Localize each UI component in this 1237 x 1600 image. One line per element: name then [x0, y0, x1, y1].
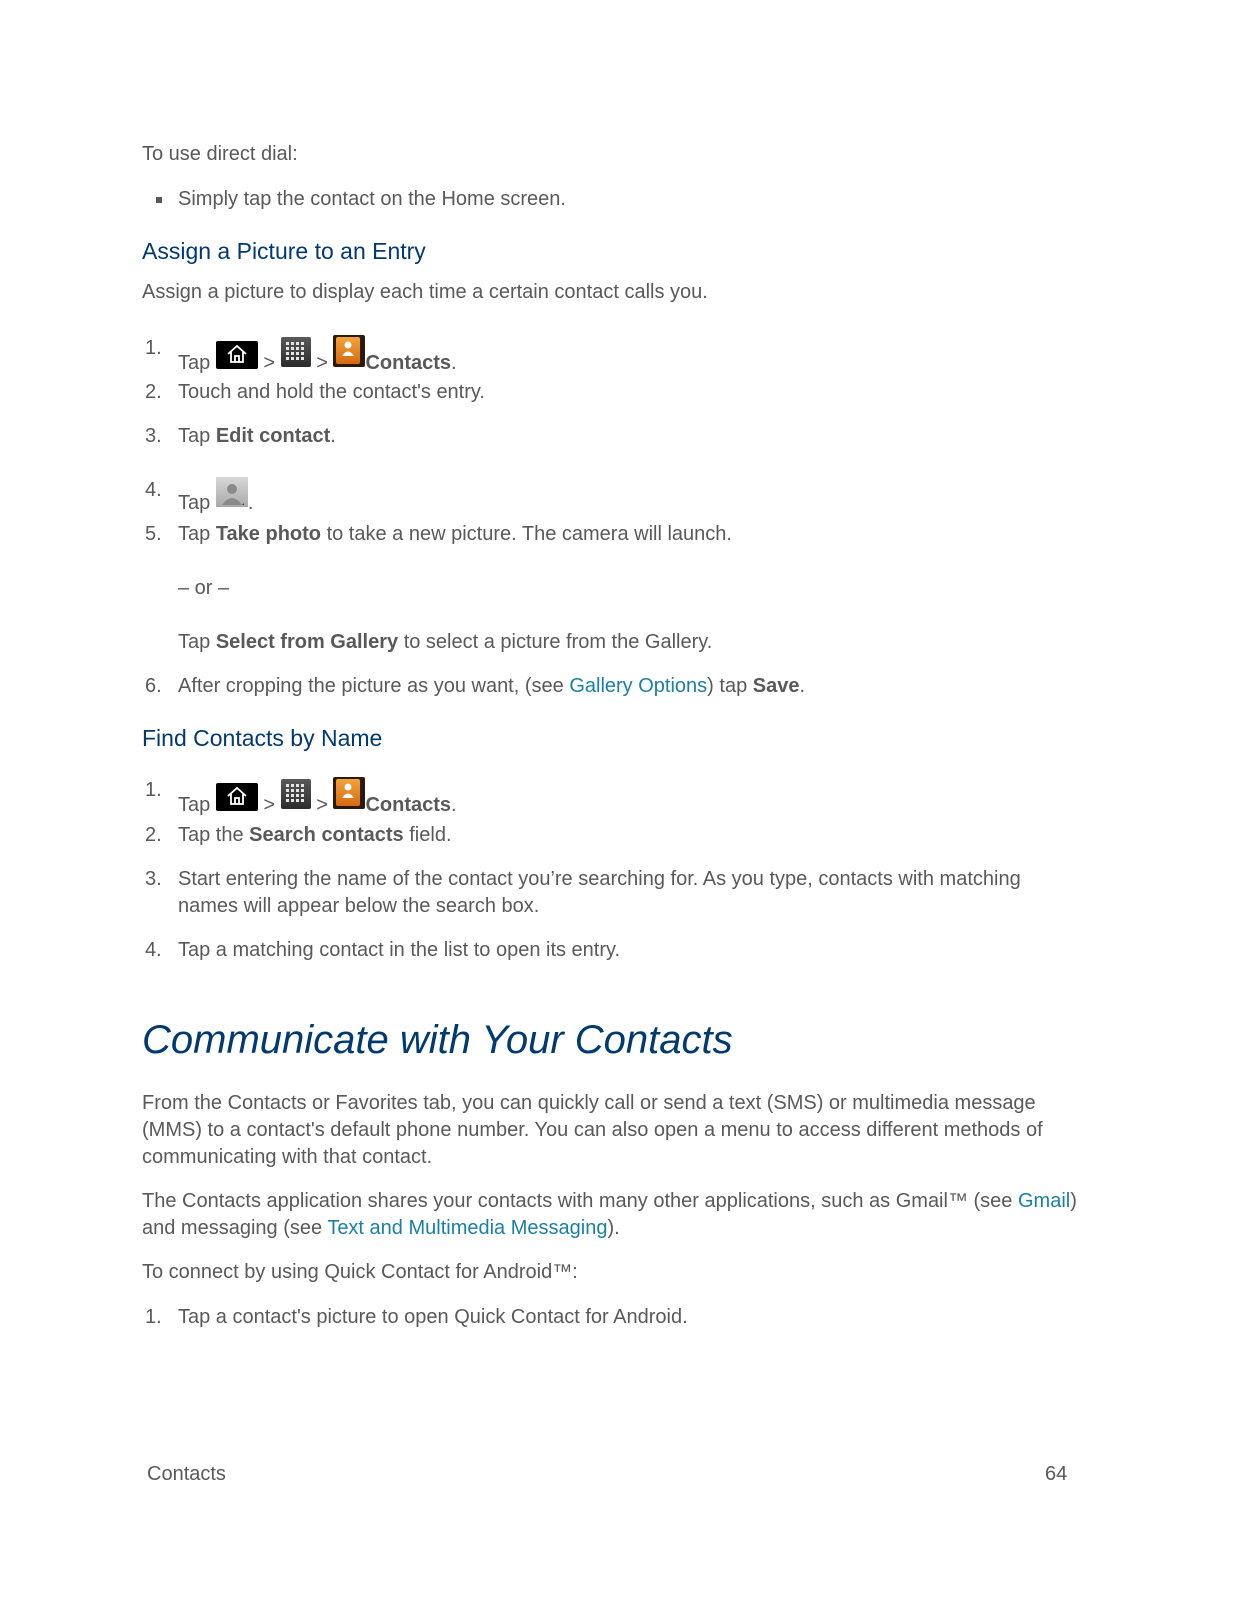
section-heading-find: Find Contacts by Name	[142, 725, 383, 751]
home-icon[interactable]	[216, 783, 258, 811]
bullet-icon	[156, 197, 162, 203]
contact-picture-icon[interactable]	[216, 477, 248, 507]
direct-dial-intro: To use direct dial:	[142, 143, 298, 165]
footer-section: Contacts	[147, 1463, 226, 1485]
home-icon[interactable]	[216, 341, 258, 369]
gallery-options-link[interactable]: Gallery Options	[569, 675, 708, 697]
contacts-app-icon[interactable]	[333, 777, 365, 809]
apps-icon[interactable]	[281, 779, 311, 809]
text-multimedia-messaging-link[interactable]: Text and Multimedia Messaging	[327, 1217, 608, 1239]
page-number: 64	[1045, 1463, 1068, 1485]
contacts-app-icon[interactable]	[333, 335, 365, 367]
section-intro: Assign a picture to display each time a certain contact calls you.	[142, 281, 708, 303]
gmail-link[interactable]: Gmail	[1017, 1190, 1071, 1212]
chapter-title: Communicate with Your Contacts	[142, 1018, 733, 1062]
chapter-para-3: To connect by using Quick Contact for Android™:	[142, 1261, 578, 1283]
apps-icon[interactable]	[281, 337, 311, 367]
chapter-para-1: From the Contacts or Favorites tab, you can quickly call or send a text (SMS) or multimedia message (MMS) to a contact's default phone number. You can also open a menu to access different methods of communicating with that contact.	[142, 1092, 1043, 1168]
chapter-para-2: The Contacts application shares your contacts with many other applications, such as Gmail™ (see Gmail) and messaging (see Text and Multimedia Messaging).	[142, 1190, 1077, 1239]
section-heading-assign: Assign a Picture to an Entry	[142, 238, 426, 264]
